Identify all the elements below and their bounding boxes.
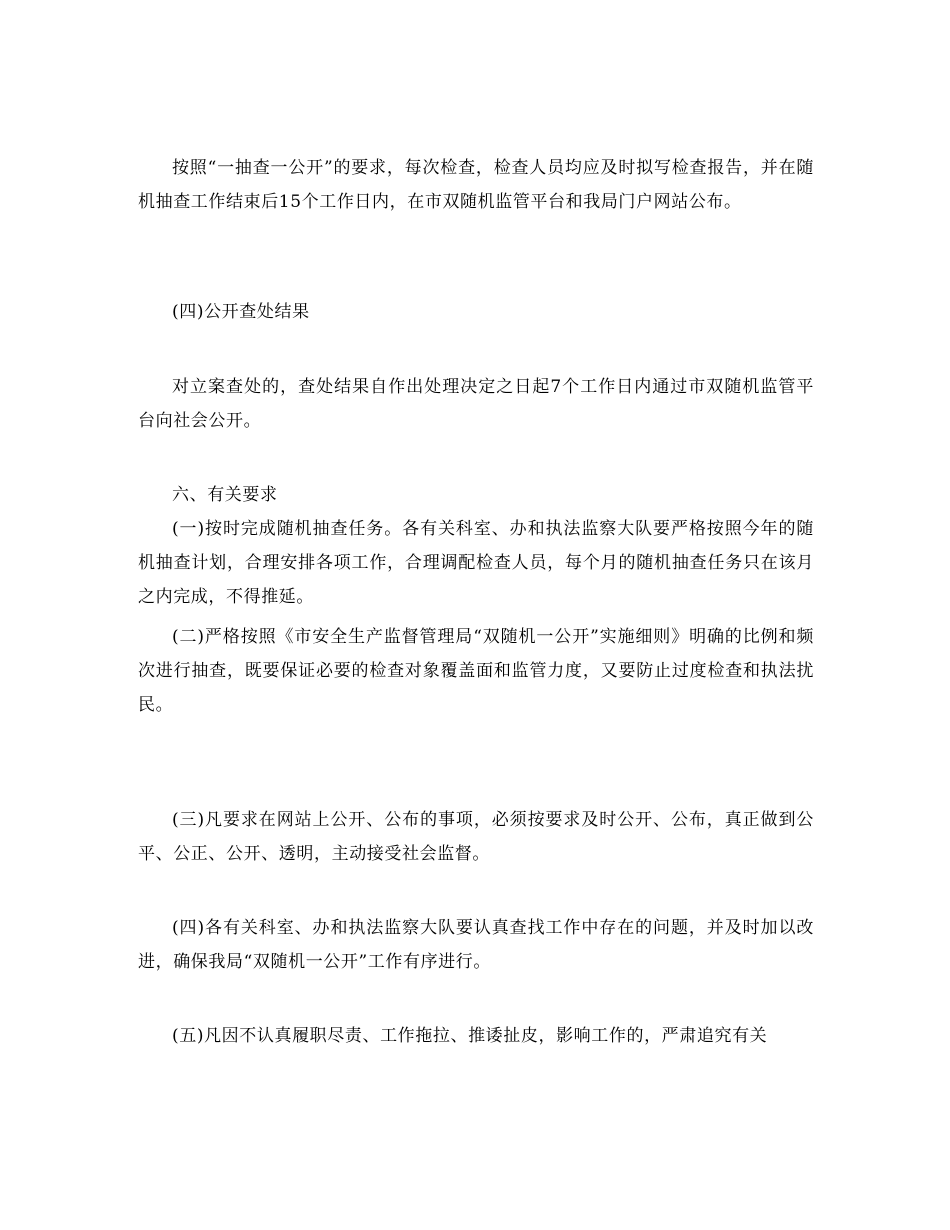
paragraph-requirement-1: (一)按时完成随机抽查任务。各有关科室、办和执法监察大队要严格按照今年的随机抽查计划，合理安排各项工作，合理调配检查人员，每个月的随机抽查任务只在该月之内完成，不得推延。	[138, 519, 814, 607]
paragraph-requirement-3: (三)凡要求在网站上公开、公布的事项，必须按要求及时公开、公布，真正做到公平、公正、公开、透明，主动接受社会监督。	[138, 810, 814, 864]
section-heading-public-results: (四)公开查处结果	[172, 302, 310, 322]
section-heading-requirements: 六、有关要求	[172, 485, 278, 505]
paragraph-requirement-5: (五)凡因不认真履职尽责、工作拖拉、推诿扯皮，影响工作的，严肃追究有关	[172, 1026, 768, 1046]
paragraph-requirement-2: (二)严格按照《市安全生产监督管理局“双随机一公开”实施细则》明确的比例和频次进行抽查，既要保证必要的检查对象覆盖面和监管力度，又要防止过度检查和执法扰民。	[138, 627, 814, 715]
paragraph-case-results: 对立案查处的，查处结果自作出处理决定之日起7个工作日内通过市双随机监管平台向社会公开。	[138, 377, 814, 431]
paragraph-requirement-4: (四)各有关科室、办和执法监察大队要认真查找工作中存在的问题，并及时加以改进，确保我局“双随机一公开”工作有序进行。	[138, 918, 814, 972]
paragraph-report-publication: 按照“一抽查一公开”的要求，每次检查，检查人员均应及时拟写检查报告，并在随机抽查工作结束后15个工作日内，在市双随机监管平台和我局门户网站公布。	[138, 158, 814, 212]
